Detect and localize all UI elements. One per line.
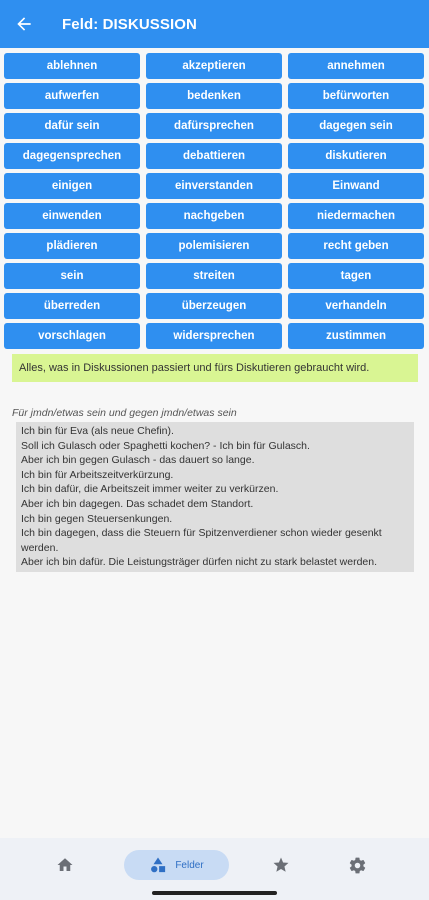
example-line: Ich bin gegen Steuersenkungen. (21, 512, 173, 525)
example-line: Ich bin dafür, die Arbeitszeit immer weiter zu verkürzen. (21, 483, 279, 496)
word-button[interactable]: annehmen (288, 53, 424, 79)
word-button[interactable]: dagegensprechen (4, 143, 140, 169)
word-button[interactable]: überreden (4, 293, 140, 319)
word-button[interactable]: sein (4, 263, 140, 289)
app-bar (0, 0, 429, 48)
word-button[interactable]: recht geben (288, 233, 424, 259)
field-description: Alles, was in Diskussionen passiert und fürs Diskutieren gebraucht wird. (12, 354, 418, 382)
word-button[interactable]: ablehnen (4, 53, 140, 79)
word-button[interactable]: dafür sein (4, 113, 140, 139)
back-arrow-icon (14, 14, 34, 34)
word-button[interactable]: überzeugen (146, 293, 282, 319)
word-button[interactable]: einigen (4, 173, 140, 199)
word-button[interactable]: widersprechen (146, 323, 282, 349)
word-grid (4, 53, 425, 349)
star-icon (272, 856, 290, 874)
word-button[interactable]: vorschlagen (4, 323, 140, 349)
word-button[interactable]: dagegen sein (288, 113, 424, 139)
word-button[interactable]: akzeptieren (146, 53, 282, 79)
word-button[interactable]: zustimmen (288, 323, 424, 349)
word-button[interactable]: polemisieren (146, 233, 282, 259)
shapes-icon (149, 856, 167, 874)
word-button[interactable]: Einwand (288, 173, 424, 199)
word-button[interactable]: streiten (146, 263, 282, 289)
word-button[interactable]: einwenden (4, 203, 140, 229)
system-home-indicator (152, 891, 277, 895)
example-line: Aber ich bin dagegen. Das schadet dem Standort. (21, 497, 254, 510)
nav-favorites-button[interactable] (266, 850, 296, 880)
word-button[interactable]: tagen (288, 263, 424, 289)
word-button[interactable]: bedenken (146, 83, 282, 109)
word-button[interactable]: diskutieren (288, 143, 424, 169)
word-button[interactable]: niedermachen (288, 203, 424, 229)
gear-icon (348, 856, 367, 875)
word-button[interactable]: befürworten (288, 83, 424, 109)
word-button[interactable]: nachgeben (146, 203, 282, 229)
word-button[interactable]: plädieren (4, 233, 140, 259)
example-line: Ich bin für Arbeitszeitverkürzung. (21, 468, 174, 481)
word-button[interactable]: verhandeln (288, 293, 424, 319)
section-label: Für jmdn/etwas sein und gegen jmdn/etwas sein (12, 407, 237, 419)
word-button[interactable]: debattieren (146, 143, 282, 169)
example-line: Aber ich bin gegen Gulasch - das dauert so lange. (21, 454, 255, 467)
example-line: Soll ich Gulasch oder Spaghetti kochen? - Ich bin für Gulasch. (21, 439, 310, 452)
word-button[interactable]: einverstanden (146, 173, 282, 199)
example-sentences (16, 422, 414, 572)
nav-home-button[interactable] (50, 850, 80, 880)
nav-felder-label: Felder (175, 859, 204, 871)
example-line: Ich bin für Eva (als neue Chefin). (21, 425, 174, 437)
page-title: Feld: DISKUSSION (62, 15, 197, 33)
back-button[interactable] (0, 0, 48, 48)
example-line: Aber ich bin dafür. Die Leistungsträger dürfen nicht zu stark belastet werden. (21, 556, 378, 569)
nav-felder-button[interactable] (124, 850, 229, 880)
nav-settings-button[interactable] (342, 850, 372, 880)
word-button[interactable]: dafürsprechen (146, 113, 282, 139)
word-button[interactable]: aufwerfen (4, 83, 140, 109)
home-icon (56, 856, 74, 874)
example-line: Ich bin dagegen, dass die Steuern für Spitzenverdiener schon wieder gesenkt werden. (21, 527, 382, 554)
